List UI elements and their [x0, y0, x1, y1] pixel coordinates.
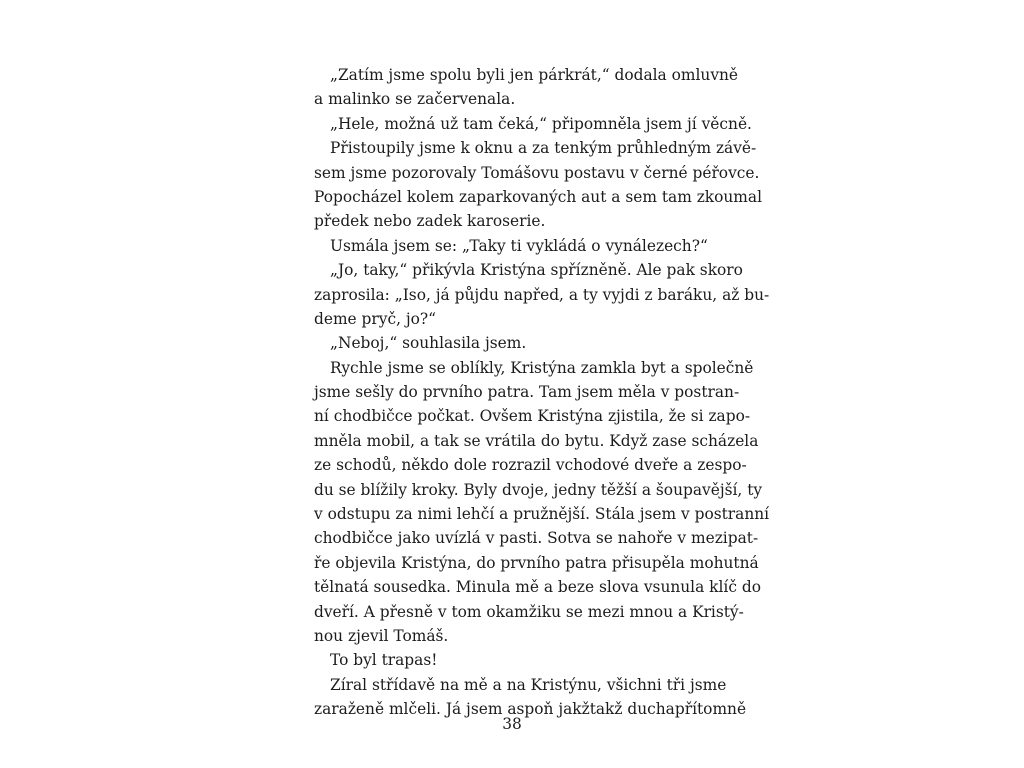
text-line: mněla mobil, a tak se vrátila do bytu. Když zase scházela	[314, 431, 759, 450]
text-line: ře objevila Kristýna, do prvního patra přisupěla mohutná	[314, 553, 759, 572]
text-line: du se blížily kroky. Byly dvoje, jedny těžší a šoupavější, ty	[314, 480, 763, 499]
text-line: v odstupu za nimi lehčí a pružnější. Stála jsem v postranní	[314, 505, 770, 524]
text-line: ze schodů, někdo dole rozrazil vchodové dveře a zespo-	[314, 456, 747, 475]
text-line: „Neboj,“ souhlasila jsem.	[330, 334, 527, 353]
text-line: zaprosila: „Iso, já půjdu napřed, a ty vyjdi z baráku, až bu-	[314, 285, 770, 304]
text-line: Přistoupily jsme k oknu a za tenkým průhledným závě-	[330, 139, 757, 158]
text-line: Zíral střídavě na mě a na Kristýnu, všichni tři jsme	[330, 675, 727, 694]
text-line: chodbičce jako uvízlá v pasti. Sotva se nahoře v mezipat-	[314, 529, 759, 548]
text-line: předek nebo zadek karoserie.	[314, 212, 546, 231]
text-line: deme pryč, jo?“	[314, 309, 437, 328]
text-line: dveří. A přesně v tom okamžiku se mezi mnou a Kristý-	[314, 602, 744, 621]
text-line: tělnatá sousedka. Minula mě a beze slova vsunula klíč do	[314, 578, 761, 597]
text-line: To byl trapas!	[330, 651, 438, 670]
text-line: zaraženě mlčeli. Já jsem aspoň jakžtakž duchapřítomně	[314, 700, 747, 719]
text-line: „Hele, možná už tam čeká,“ připomněla jsem jí věcně.	[330, 114, 752, 133]
page-number: 38	[502, 715, 522, 733]
text-line: Usmála jsem se: „Taky ti vykládá o vynálezech?“	[330, 236, 708, 255]
text-line: Rychle jsme se oblíkly, Kristýna zamkla byt a společně	[330, 358, 754, 377]
text-line: „Zatím jsme spolu byli jen párkrát,“ dodala omluvně	[330, 66, 739, 84]
text-line: ní chodbičce počkat. Ovšem Kristýna zjistila, že si zapo-	[314, 407, 751, 426]
text-line: jsme sešly do prvního patra. Tam jsem měla v postran-	[314, 383, 740, 402]
body-text	[314, 63, 770, 722]
text-line: „Jo, taky,“ přikývla Kristýna spřízněně. Ale pak skoro	[330, 261, 743, 280]
text-line: Popocházel kolem zaparkovaných aut a sem tam zkoumal	[314, 187, 763, 206]
text-line: nou zjevil Tomáš.	[314, 626, 449, 645]
text-line: a malinko se začervenala.	[314, 90, 516, 109]
text-line: sem jsme pozorovaly Tomášovu postavu v černé péřovce.	[314, 163, 760, 182]
